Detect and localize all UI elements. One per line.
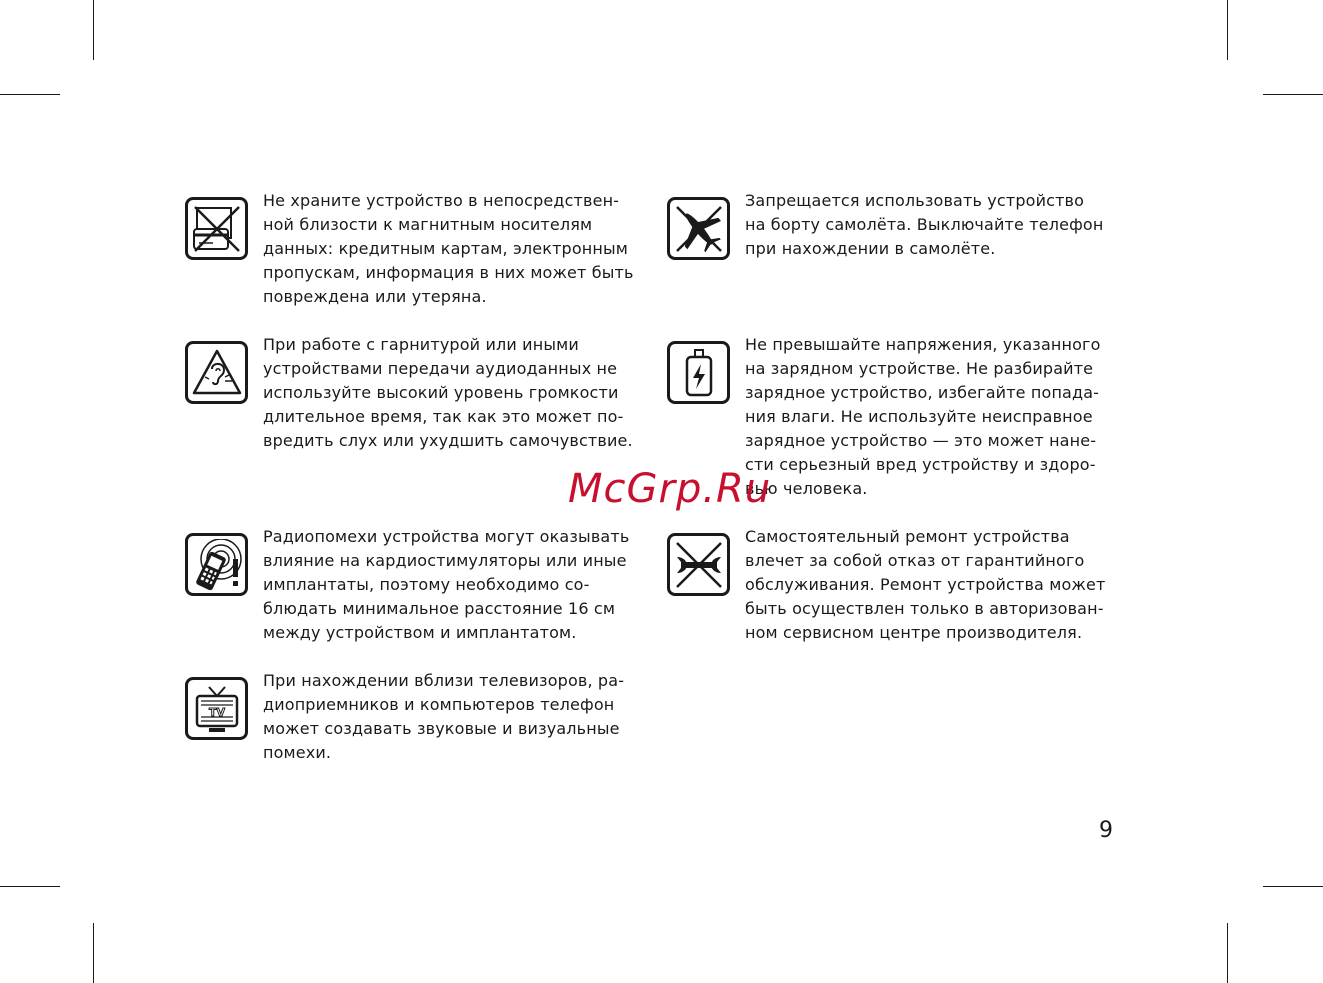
safety-text: Не храните устройство в непосредствен- ной близости к магнитным носителям данных: кредитным картам, электронным пропускам, информация в них может быть повреждена или утеряна. — [263, 191, 634, 306]
safety-item-tv-interference — [185, 671, 648, 765]
crop-mark — [93, 923, 94, 983]
crop-mark — [93, 0, 94, 60]
safety-item-airplane — [667, 191, 1120, 261]
magnetic-card-prohibited-icon — [185, 197, 248, 260]
tv-interference-icon — [185, 677, 248, 740]
no-self-repair-icon — [667, 533, 730, 596]
charger-voltage-icon — [667, 341, 730, 404]
crop-mark — [1227, 923, 1228, 983]
safety-item-magnetic — [185, 191, 648, 309]
crop-mark — [1227, 0, 1228, 60]
hearing-warning-icon — [185, 341, 248, 404]
watermark: McGrp.Ru — [568, 466, 772, 512]
crop-mark — [0, 94, 60, 95]
safety-text: Не превышайте напряжения, указанного на зарядном устройстве. Не разбирайте зарядное устройство, избегайте попада- ния влаги. Не используйте неисправное зарядное устройство — это может нане- сти серьезный вред устройству и здоро- вью человека. — [745, 335, 1101, 498]
crop-mark — [0, 886, 60, 887]
safety-text: Запрещается использовать устройство на борту самолёта. Выключайте телефон при нахождении в самолёте. — [745, 191, 1104, 258]
safety-item-radio-interference — [185, 527, 648, 645]
crop-mark — [1263, 94, 1323, 95]
safety-text: Радиопомехи устройства могут оказывать влияние на кардиостимуляторы или иные имплантаты, поэтому необходимо со- блюдать минимальное расстояние 16 см между устройством и имплантатом. — [263, 527, 630, 642]
airplane-prohibited-icon — [667, 197, 730, 260]
tv-label: TV — [208, 705, 225, 719]
safety-text: Самостоятельный ремонт устройства влечет за собой отказ от гарантийного обслуживания. Ремонт устройства может быть осуществлен только в авторизован- ном сервисном центре производителя. — [745, 527, 1106, 642]
safety-item-hearing — [185, 335, 648, 453]
radio-interference-icon — [185, 533, 248, 596]
crop-mark — [1263, 886, 1323, 887]
safety-text: При нахождении вблизи телевизоров, ра- диоприемников и компьютеров телефон может создавать звуковые и визуальные помехи. — [263, 671, 625, 762]
safety-text: При работе с гарнитурой или иными устройствами передачи аудиоданных не используйте высокий уровень громкости длительное время, так как это может по- вредить слух или ухудшить самочувствие. — [263, 335, 633, 450]
safety-item-no-self-repair — [667, 527, 1120, 645]
page-number: 9 — [1099, 818, 1113, 843]
